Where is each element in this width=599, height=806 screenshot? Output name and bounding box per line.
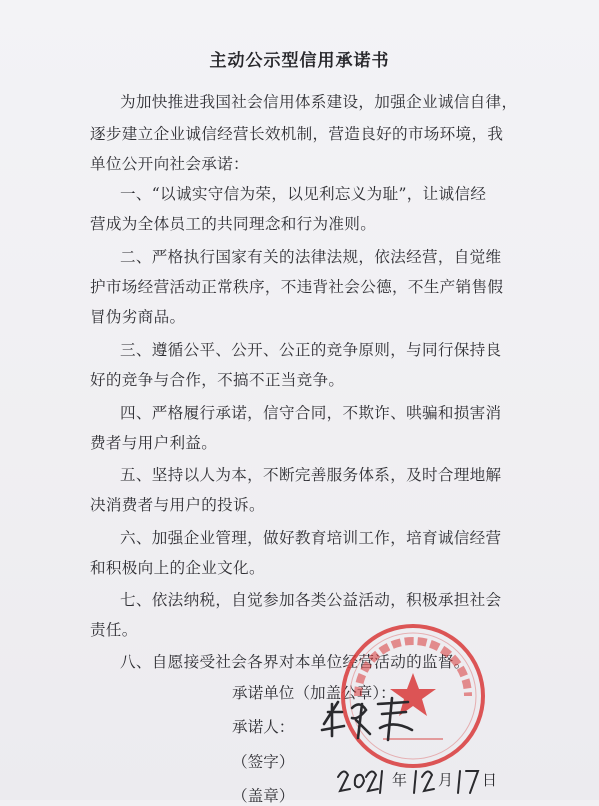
paragraph-line: 七、依法纳税，自觉参加各类公益活动，积极承担社会: [120, 591, 502, 609]
paragraph-line: 为加快推进我国社会信用体系建设，加强企业诚信自律，: [120, 93, 518, 111]
month-char: 月: [438, 771, 454, 789]
paragraph-line: 六、加强企业管理，做好教育培训工作，培育诚信经营: [120, 529, 502, 547]
paragraph-line: 五、坚持以人为本，不断完善服务体系，及时合理地解: [120, 466, 502, 484]
paragraph-line: 四、严格履行承诺，信守合同，不欺诈、哄骗和损害消: [120, 404, 502, 422]
document-title: 主动公示型信用承诺书: [209, 51, 390, 71]
paragraph-line: 逐步建立企业诚信经营长效机制，营造良好的市场环境，我: [90, 125, 504, 143]
commitment-person-label: 承诺人：: [232, 718, 295, 736]
handwritten-year: [336, 765, 388, 797]
paragraph-line: 三、遵循公平、公开、公正的竞争原则，与同行保持良: [120, 341, 502, 359]
commitment-unit-label: 承诺单位（加盖公章）：: [232, 684, 396, 702]
handwritten-signature: [318, 690, 418, 746]
handwritten-date: [336, 765, 506, 797]
paragraph-line: 决消费者与用户的投诉。: [90, 496, 265, 514]
paragraph-line: 冒伪劣商品。: [90, 308, 186, 326]
paragraph-line: 一、“以诚实守信为荣，以见利忘义为耻”，让诚信经: [120, 185, 487, 203]
paragraph-line: 营成为全体员工的共同理念和行为准则。: [90, 215, 377, 233]
paragraph-line: 八、自愿接受社会各界对本单位经营活动的监督。: [120, 653, 470, 671]
paragraph-line: 二、严格执行国家有关的法律法规，依法经营，自觉维: [120, 248, 502, 266]
day-char: 日: [482, 771, 498, 789]
paragraph-line: 和积极向上的企业文化。: [90, 559, 265, 577]
stamp-note: （盖章）: [232, 787, 295, 805]
handwritten-day: [454, 765, 484, 797]
paragraph-line: 单位公开向社会承诺：: [90, 155, 249, 173]
paragraph-line: 责任。: [90, 621, 138, 639]
paragraph-line: 护市场经营活动正常秩序，不违背社会公德，不生产销售假: [90, 278, 504, 296]
paragraph-line: 费者与用户利益。: [90, 434, 218, 452]
year-char: 年: [392, 771, 408, 789]
sign-note: （签字）: [232, 753, 295, 771]
paragraph-line: 好的竞争与合作，不搞不正当竞争。: [90, 371, 345, 389]
